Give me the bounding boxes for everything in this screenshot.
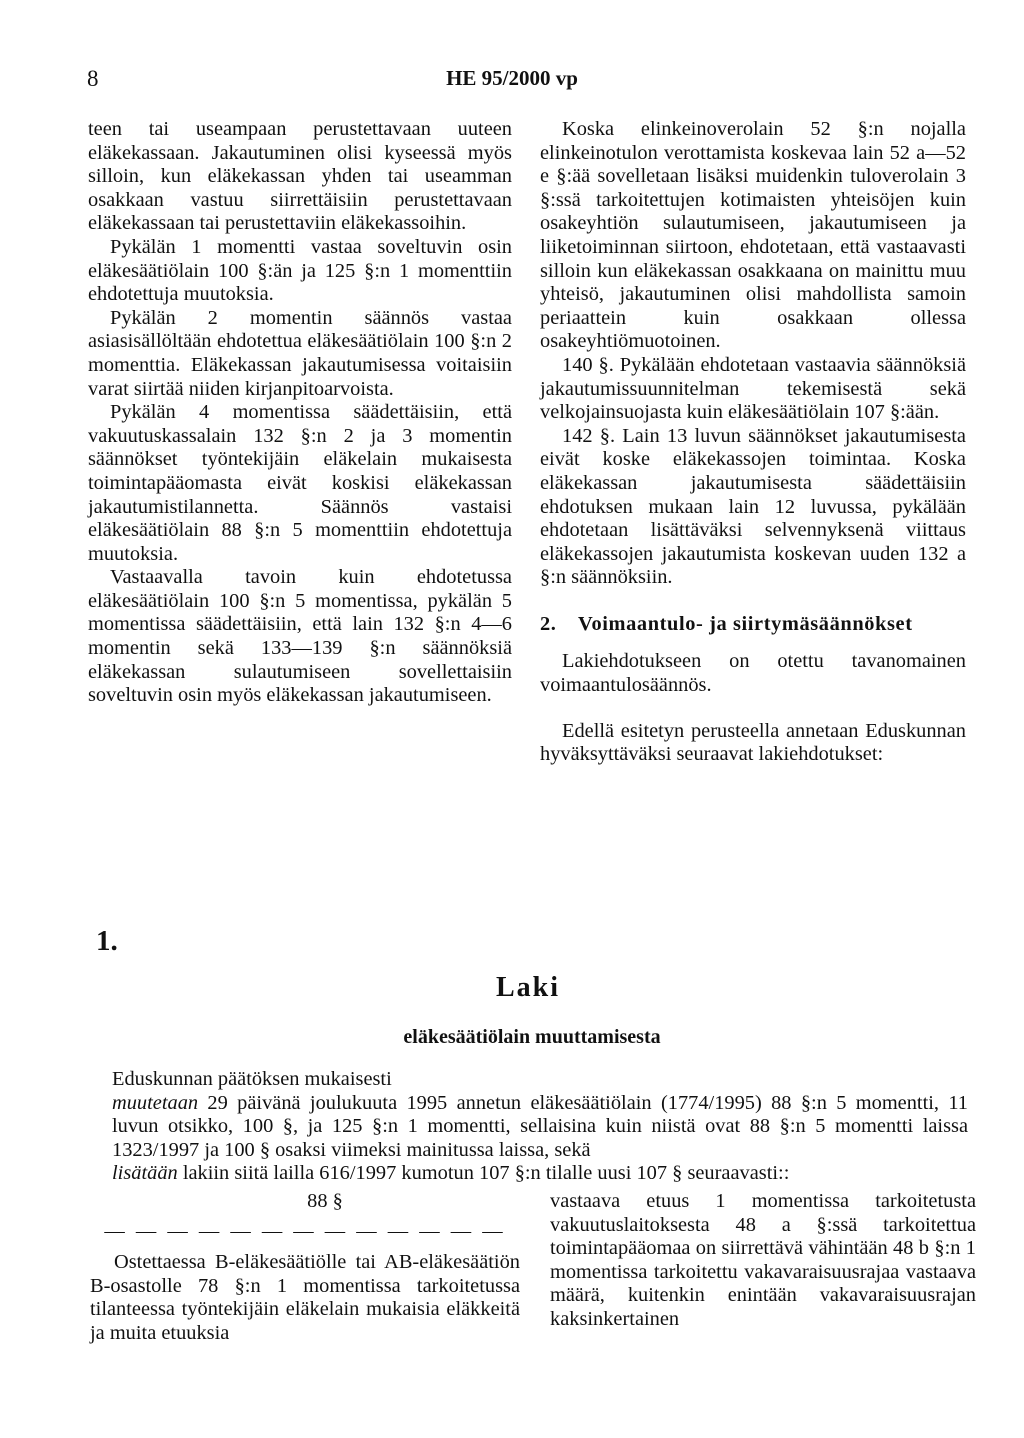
paragraph: teen tai useampaan perustettavaan uuteen eläkekassaan. Jakautuminen olisi kyseessä myös silloin, kun eläkekassan yhden tai useamman osakkaan vastuu siirrettäisiin perustettavaan eläkekassaan tai perustettaviin eläkekassoihin. <box>88 118 512 235</box>
paragraph: Pykälän 1 momentti vastaa soveltuvin osin eläkesäätiölain 100 §:än ja 125 §:n 1 momenttiin ehdotettuja muutoksia. <box>88 235 512 306</box>
law-right-column <box>550 1190 976 1332</box>
section-title: Voimaantulo- ja siirtymäsäännökset <box>578 612 913 635</box>
page-number: 8 <box>87 66 99 91</box>
paragraph: Pykälän 4 momentissa säädettäisiin, että vakuutuskassalain 132 §:n 2 ja 3 momentin säännökset työntekijäin eläkelain mukaisesta toimintapääomasta eivät koskisi eläkekassan jakautumistilannetta. Säännös vastaisi eläkesäätiölain 88 §:n 5 momenttiin ehdotettuja muutoksia. <box>88 401 512 565</box>
law-preamble <box>112 1068 968 1186</box>
law-subtitle: eläkesäätiölain muuttamisesta <box>403 1026 661 1048</box>
running-head: HE 95/2000 vp <box>446 66 578 90</box>
amend-keyword: muutetaan <box>112 1091 199 1114</box>
section-number: 2. <box>540 612 557 635</box>
paragraph: 142 §. Lain 13 luvun säännökset jakautumisesta eivät koske eläkekassojen toimintaa. Koska eläkekassan jakautumisesta säädettäisiin ehdotuksen mukaan lain 12 luvussa, pykälään ehdotetaan lisättäväksi selvennyksenä viittaus eläkekassojen jakautumista koskevan uuden 132 a §:n säännöksiin. <box>540 424 966 589</box>
add-text: lakiin siitä lailla 616/1997 kumotun 107 §:n tilalle uusi 107 § seuraavasti:: <box>177 1162 790 1185</box>
add-keyword: lisätään <box>112 1162 178 1185</box>
law-left-column <box>90 1190 520 1346</box>
add-clause <box>112 1162 968 1186</box>
paragraph: Lakiehdotukseen on otettu tavanomainen voimaantulosäännös. <box>540 650 966 697</box>
paragraph: Koska elinkeinoverolain 52 §:n nojalla elinkeinotulon verottamista koskevaa lain 52 a—52 e §:ää sovelletaan lisäksi muidenkin tuloverolain 3 §:ssä tarkoitettujen kotimaisten yhteisöjen kuin osakeyhtiön sulautumiseen, jakautumiseen ja liiketoiminnan siirtoon, ehdotetaan, että vastaavasti silloin kun eläkekassan osakkaana on mainittu muu yhteisö, jakautuminen olisi mahdollista samoin periaattein kuin osakkaan ollessa osakeyhtiömuotoinen. <box>540 118 966 353</box>
law-title: Laki <box>495 972 561 1003</box>
paragraph: Vastaavalla tavoin kuin ehdotetussa eläkesäätiölain 100 §:n 5 momentissa, pykälän 5 momentissa säädettäisiin, että lain 132 §:n 4—6 momentin sekä 133—139 §:n säännöksiä eläkekassan sulautumiseen sovellettaisiin soveltuvin osin myös eläkekassan jakautumiseen. <box>88 566 512 707</box>
enactment-clause: Eduskunnan päätöksen mukaisesti <box>112 1068 392 1090</box>
amend-clause <box>112 1092 968 1163</box>
right-column <box>540 118 966 767</box>
paragraph: 140 §. Pykälään ehdotetaan vastaavia säännöksiä jakautumissuunnitelman tekemisestä sekä velkojainsuojasta kuin eläkesäätiölain 107 §:ään. <box>540 353 966 424</box>
paragraph: Pykälän 2 momentin säännös vastaa asiasisällöltään ehdotettua eläkesäätiölain 100 §:n 2 momenttia. Eläkekassan jakautumisessa voitaisiin varat siirtää niiden kirjanpitoarvoista. <box>88 306 512 400</box>
section-label: 88 § <box>307 1190 343 1212</box>
paragraph: Ostettaessa B-eläkesäätiölle tai AB-eläkesäätiön B-osastolle 78 §:n 1 momentissa tarkoitetussa tilanteessa työntekijäin eläkelain mukaisia eläkkeitä ja muita etuuksia <box>90 1251 520 1344</box>
law-number: 1. <box>96 925 118 957</box>
omission-marker: — — — — — — — — — — — — — <box>104 1219 506 1242</box>
left-column <box>88 118 512 708</box>
paragraph: Edellä esitetyn perusteella annetaan Eduskunnan hyväksyttäväksi seuraavat lakiehdotukset: <box>540 719 966 766</box>
amend-text: 29 päivänä joulukuuta 1995 annetun eläkesäätiölain (1774/1995) 88 §:n 5 momentti, 11 luvun otsikko, 100 §, ja 125 §:n 1 momentti, sellaisina kuin niistä ovat 88 §:n 5 momentti laissa 1323/1997 ja 100 § osaksi viimeksi mainitussa laissa, sekä <box>112 1091 968 1161</box>
paragraph: vastaava etuus 1 momentissa tarkoitetusta vakuutuslaitoksesta 48 a §:ssä tarkoitettua toimintapääomaa on siirrettävä vähintään 48 b §:n 1 momentissa tarkoitettu vakavaraisuusrajaa vastaava määrä, kuitenkin enintään vakavaraisuusrajan kaksinkertainen <box>550 1190 976 1330</box>
section-heading <box>540 613 966 637</box>
